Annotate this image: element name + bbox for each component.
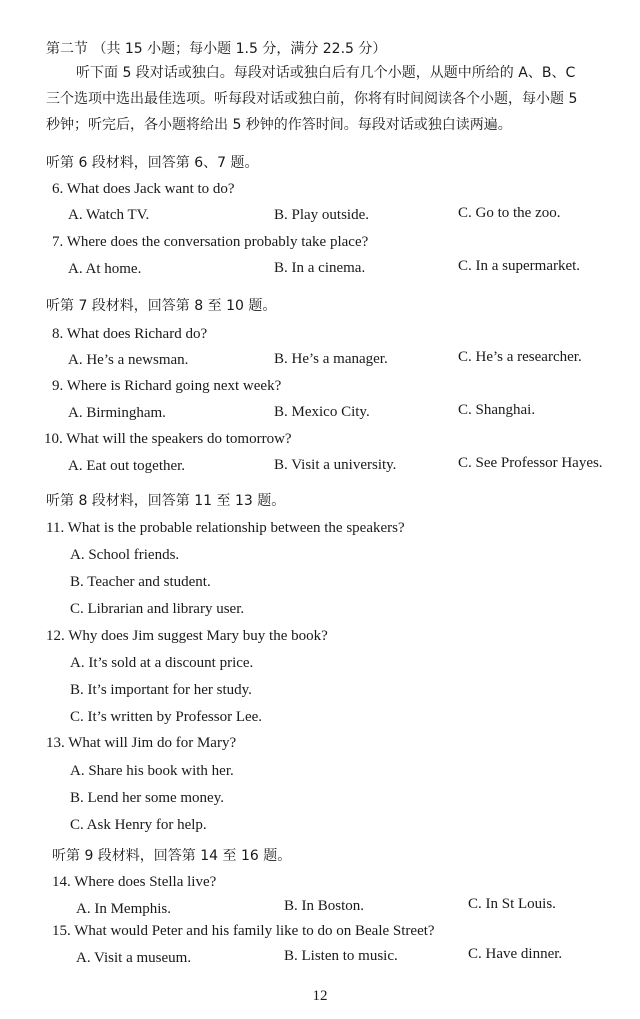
page-number: 12	[312, 988, 328, 1004]
option-14a: A. In Memphis.	[76, 901, 171, 917]
question-6: 6. What does Jack want to do?	[52, 181, 235, 197]
option-15b: B. Listen to music.	[284, 948, 398, 964]
option-15c: C. Have dinner.	[468, 946, 563, 962]
option-9a: A. Birmingham.	[68, 405, 166, 421]
option-13c: C. Ask Henry for help.	[70, 817, 207, 833]
question-7: 7. Where does the conversation probably take place?	[52, 234, 369, 250]
option-10c: C. See Professor Hayes.	[458, 455, 603, 471]
question-15: 15. What would Peter and his family like to do on Beale Street?	[52, 923, 435, 939]
option-11c: C. Librarian and library user.	[70, 601, 245, 617]
question-12: 12. Why does Jim suggest Mary buy the book?	[46, 628, 328, 644]
option-14c: C. In St Louis.	[468, 896, 556, 912]
group-heading: 听第 6 段材料，回答第 6、7 题。	[46, 155, 259, 171]
option-6b: B. Play outside.	[274, 207, 370, 223]
option-11a: A. School friends.	[70, 547, 180, 563]
question-11: 11. What is the probable relationship between the speakers?	[46, 520, 405, 536]
option-11b: B. Teacher and student.	[70, 574, 211, 590]
group-heading: 听第 9 段材料，回答第 14 至 16 题。	[52, 848, 292, 864]
option-10b: B. Visit a university.	[274, 457, 397, 473]
option-13b: B. Lend her some money.	[70, 790, 224, 806]
question-13: 13. What will Jim do for Mary?	[46, 735, 237, 751]
group-heading: 听第 8 段材料，回答第 11 至 13 题。	[46, 493, 286, 509]
option-15a: A. Visit a museum.	[76, 950, 192, 966]
option-14b: B. In Boston.	[284, 898, 365, 914]
option-12b: B. It’s important for her study.	[70, 682, 252, 698]
section-title: 第二节 （共 15 小题；每小题 1.5 分，满分 22.5 分）	[46, 41, 387, 57]
option-7a: A. At home.	[68, 261, 142, 277]
group-heading: 听第 7 段材料，回答第 8 至 10 题。	[46, 298, 277, 314]
option-8a: A. He’s a newsman.	[68, 352, 189, 368]
option-7b: B. In a cinema.	[274, 260, 366, 276]
instructions-line-1: 听下面 5 段对话或独白。每段对话或独白后有几个小题，从题中所给的 A、B、C	[76, 65, 576, 81]
option-12a: A. It’s sold at a discount price.	[70, 655, 254, 671]
question-9: 9. Where is Richard going next week?	[52, 378, 282, 394]
question-14: 14. Where does Stella live?	[52, 874, 217, 890]
option-9b: B. Mexico City.	[274, 404, 370, 420]
option-13a: A. Share his book with her.	[70, 763, 234, 779]
question-8: 8. What does Richard do?	[52, 326, 208, 342]
option-12c: C. It’s written by Professor Lee.	[70, 709, 263, 725]
option-7c: C. In a supermarket.	[458, 258, 581, 274]
instructions-line-3: 秒钟；听完后，各小题将给出 5 秒钟的作答时间。每段对话或独白读两遍。	[46, 117, 512, 133]
option-8b: B. He’s a manager.	[274, 351, 388, 367]
option-8c: C. He’s a researcher.	[458, 349, 582, 365]
option-6a: A. Watch TV.	[68, 207, 150, 223]
option-10a: A. Eat out together.	[68, 458, 186, 474]
question-10: 10. What will the speakers do tomorrow?	[44, 431, 292, 447]
option-6c: C. Go to the zoo.	[458, 205, 561, 221]
instructions-line-2: 三个选项中选出最佳选项。听每段对话或独白前，你将有时间阅读各个小题，每小题 5	[46, 91, 578, 107]
option-9c: C. Shanghai.	[458, 402, 536, 418]
